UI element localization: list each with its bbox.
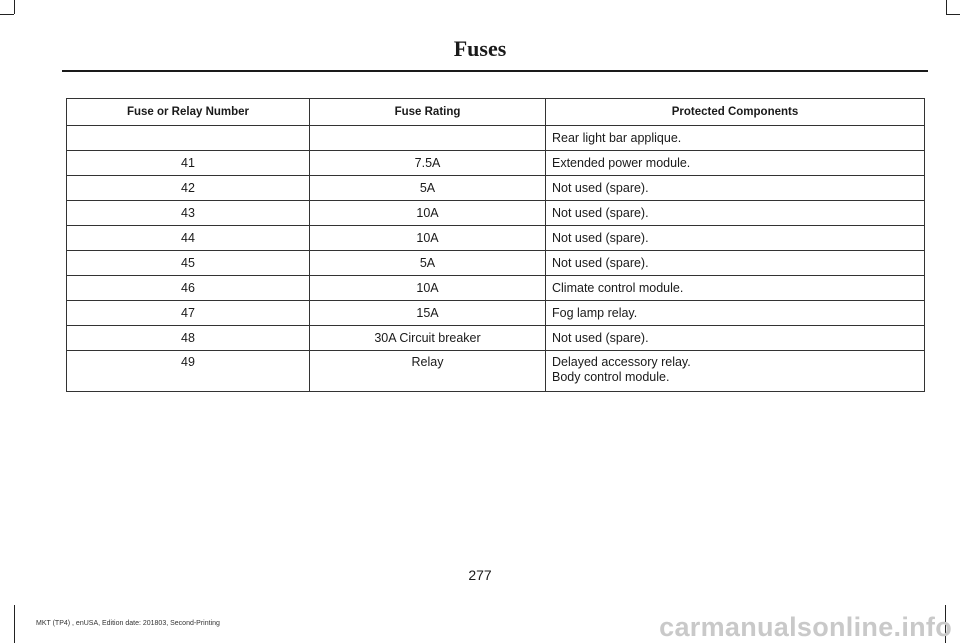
- component-line: Not used (spare).: [552, 256, 649, 270]
- protected-components-cell: [546, 301, 925, 326]
- edition-footer: MKT (TP4) , enUSA, Edition date: 201803, Second-Printing: [36, 620, 220, 627]
- component-line: Not used (spare).: [552, 331, 649, 345]
- protected-components-cell: [546, 151, 925, 176]
- fuse-number-cell: 43: [67, 201, 310, 226]
- fuse-number-cell: 41: [67, 151, 310, 176]
- fuse-number-cell: 45: [67, 251, 310, 276]
- table-row: [67, 226, 925, 251]
- page-number: 277: [468, 567, 492, 583]
- table-header-row: [67, 99, 925, 126]
- protected-components-cell: [546, 226, 925, 251]
- watermark: carmanualsonline.info: [659, 612, 952, 642]
- header-fuse-rating: Fuse Rating: [310, 99, 546, 126]
- fuse-number-cell: 42: [67, 176, 310, 201]
- page-title: Fuses: [453, 36, 507, 61]
- header-protected-components: Protected Components: [546, 99, 925, 126]
- table-row: [67, 301, 925, 326]
- component-line: Delayed accessory relay.: [552, 355, 691, 369]
- fuse-number-cell: 46: [67, 276, 310, 301]
- crop-mark: [946, 0, 947, 14]
- component-line: Fog lamp relay.: [552, 306, 638, 320]
- table-row: [67, 251, 925, 276]
- table-row: [67, 151, 925, 176]
- fuse-rating-cell: 10A: [310, 201, 546, 226]
- fuse-rating-cell: 5A: [310, 251, 546, 276]
- fuse-rating-cell: 30A Circuit breaker: [310, 326, 546, 351]
- fuse-rating-cell: 5A: [310, 176, 546, 201]
- fuse-rating-cell: 10A: [310, 226, 546, 251]
- fuse-rating-cell: 7.5A: [310, 151, 546, 176]
- component-line: Not used (spare).: [552, 181, 649, 195]
- header-fuse-number: Fuse or Relay Number: [67, 99, 310, 126]
- table-row: [67, 126, 925, 151]
- fuse-rating-cell: 15A: [310, 301, 546, 326]
- table-row: [67, 351, 925, 392]
- protected-components-cell: [546, 126, 925, 151]
- title-divider: [62, 70, 928, 72]
- protected-components-cell: [546, 276, 925, 301]
- component-line: Rear light bar applique.: [552, 131, 682, 145]
- fuse-number-cell: 49: [67, 351, 310, 392]
- fuse-rating-cell: [310, 126, 546, 151]
- fuse-rating-cell: Relay: [310, 351, 546, 392]
- fuse-table: [66, 98, 925, 392]
- protected-components-cell: [546, 326, 925, 351]
- fuse-number-cell: [67, 126, 310, 151]
- component-line: Extended power module.: [552, 156, 691, 170]
- fuse-rating-cell: 10A: [310, 276, 546, 301]
- protected-components-cell: [546, 251, 925, 276]
- fuse-number-cell: 44: [67, 226, 310, 251]
- crop-mark: [14, 0, 15, 14]
- crop-mark: [14, 605, 15, 643]
- table-row: [67, 176, 925, 201]
- fuse-number-cell: 47: [67, 301, 310, 326]
- protected-components-cell: [546, 176, 925, 201]
- table-row: [67, 201, 925, 226]
- table-row: [67, 326, 925, 351]
- component-line: Climate control module.: [552, 281, 684, 295]
- table-row: [67, 276, 925, 301]
- component-line: Not used (spare).: [552, 231, 649, 245]
- protected-components-cell: [546, 201, 925, 226]
- protected-components-cell: [546, 351, 925, 392]
- fuse-number-cell: 48: [67, 326, 310, 351]
- crop-mark: [946, 14, 960, 15]
- component-line: Not used (spare).: [552, 206, 649, 220]
- crop-mark: [0, 14, 14, 15]
- component-line: Body control module.: [552, 370, 670, 384]
